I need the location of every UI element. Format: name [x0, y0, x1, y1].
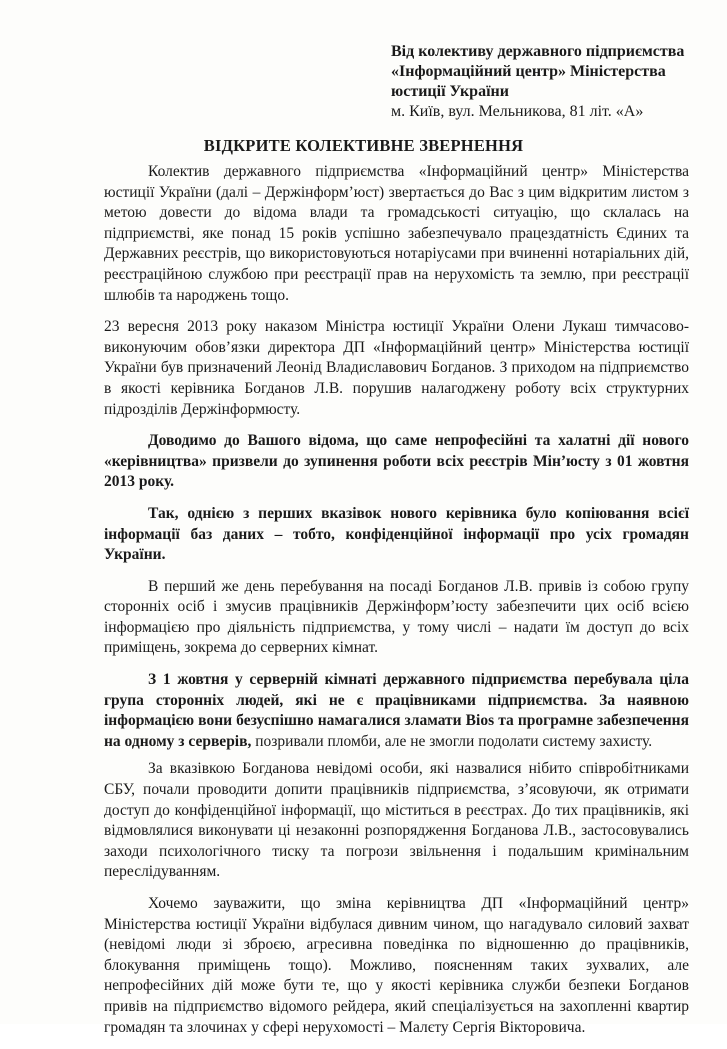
paragraph-interrogations: За вказівкою Богданова невідомі особи, які назвалися нібито співробітниками СБУ, почали проводити допити працівників підприємства, з’ясовуючи, як отримати доступ до конфіденційної інформації, що міститься в реєстрах. До тих працівників, які відмовлялися виконувати ці незаконні розпорядження Богданова Л.В., застосовувались заходи психологічного тиску та погрози звільнення і подальшим кримінальним переслідуванням. [104, 760, 689, 881]
sender-address: м. Київ, вул. Мельникова, 81 літ. «А» [391, 103, 644, 120]
paragraph-takeover: Хочемо зауважити, що зміна керівництва ДП «Інформаційний центр» Міністерства юстиції України відбулася дивним чином, що нагадувало силовий захват (невідомі люди зі зброєю, агресивна поведінка по відношенню до працівників, блокування приміщень тощо). Можливо, поясненням таких зухвалих, але непрофесійних дій може бути те, що у якості керівника служби безпеки Богданов привів на підприємство відомого рейдера, який спеціалізується на захопленні квартир громадян та злочинах у сфері нерухомості – Малєту Сергія Вікторовича. [104, 895, 689, 1036]
server-room-bold-text: З 1 жовтня у серверній кімнаті державного підприємства перебувала ціла група сторонніх людей, які не є працівниками підприємства. За наявною інформацією вони безуспішно намагалися зламати Bios та програмне забезпечення на одному з серверів, [104, 671, 689, 750]
paragraph-outsiders: В перший же день перебування на посаді Богданов Л.В. привів із собою групу сторонніх осіб і змусив працівників Держінформ’юсту забезпечити цих осіб всією інформацією про діяльність підприємства, у тому числі – надати їм доступ до всіх приміщень, зокрема до серверних кімнат. [104, 577, 689, 657]
document-body [104, 162, 689, 1049]
sender-line-2: «Інформаційний центр» Міністерства [391, 63, 666, 80]
sender-line-3: юстиції України [391, 83, 509, 100]
paragraph-data-copying: Так, однією з перших вказівок нового керівника було копіювання всієї інформації баз даних – тобто, конфіденційної інформації про усіх громадян України. [104, 504, 689, 564]
sender-block [391, 42, 691, 122]
document-title: ВІДКРИТЕ КОЛЕКТИВНЕ ЗВЕРНЕННЯ [203, 136, 524, 155]
paragraph-appointment: 23 вересня 2013 року наказом Міністра юстиції України Олени Лукаш тимчасово-виконуючим обов’язки директора ДП «Інформаційний центр» Міністерства юстиції України був призначений Леонід Владиславович Богданов. З приходом на підприємство в якості керівника Богданов Л.В. порушив налагоджену роботу всіх структурних підрозділів Держінформюсту. [104, 318, 689, 418]
paragraph-registers-stopped: Доводимо до Вашого відома, що саме непрофесійні та халатні дії нового «керівництва» призвели до зупинення роботи всіх реєстрів Мін’юсту з 01 жовтня 2013 року. [104, 432, 689, 491]
server-room-rest-text: позривали пломби, але не змогли подолати систему захисту. [251, 732, 653, 750]
paragraph-server-room [104, 670, 689, 752]
paragraph-intro: Колектив державного підприємства «Інформаційний центр» Міністерства юстиції України (далі – Держінформ’юст) звертається до Вас з цим відкритим листом з метою довести до відома влади та громадськості ситуацію, що склалась на підприємстві, яке понад 15 років успішно забезпечувало працездатність Єдиних та Державних реєстрів, що використовуються нотаріусами при вчиненні нотаріальних дій, реєстраційною службою при реєстрації прав на нерухомість та землю, при реєстрації шлюбів та народжень тощо. [104, 163, 689, 304]
sender-line-1: Від колективу державного підприємства [391, 43, 685, 60]
